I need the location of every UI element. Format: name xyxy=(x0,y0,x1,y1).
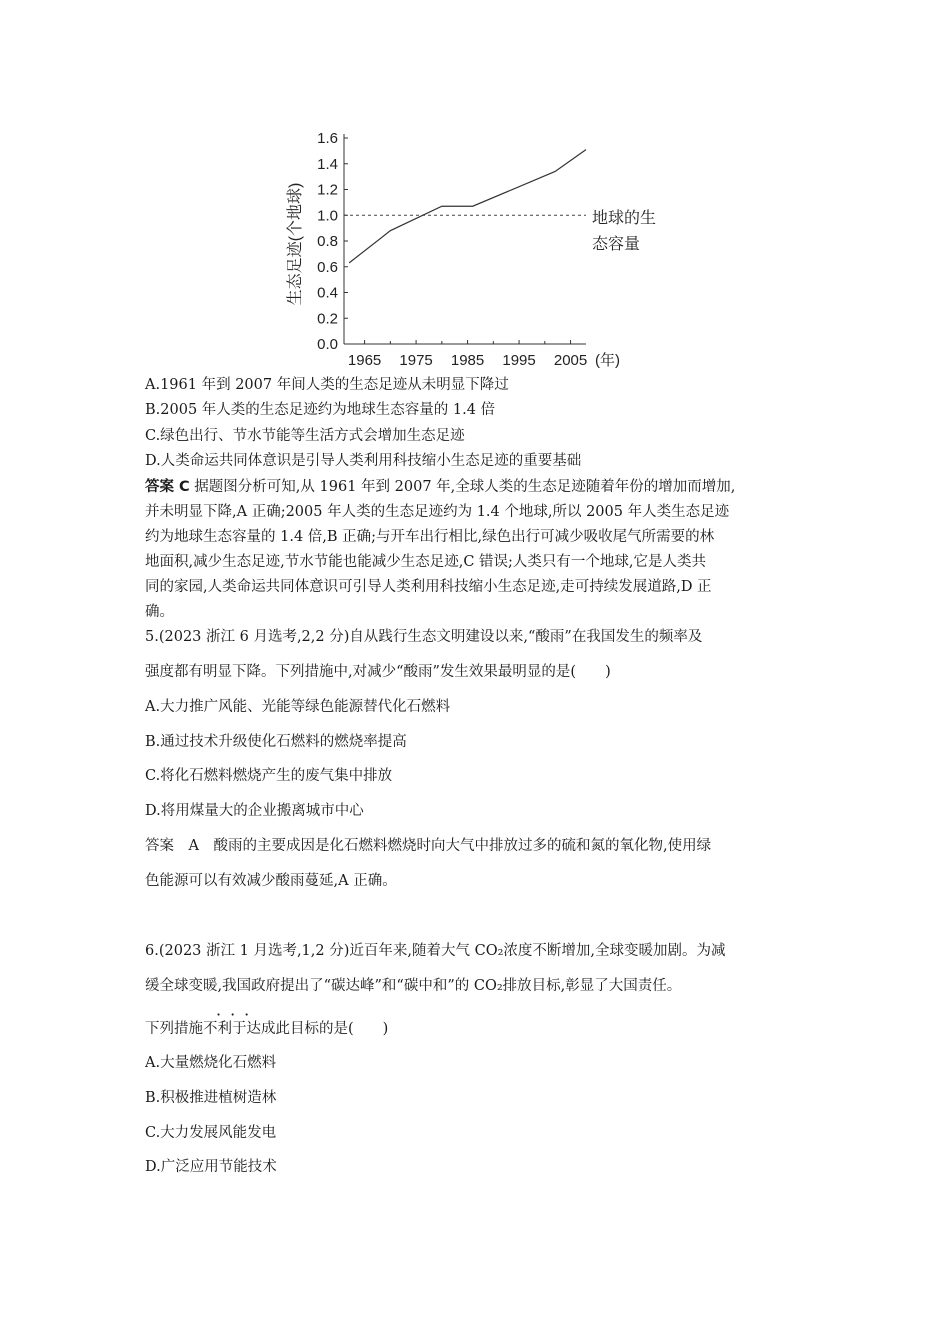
q5-option-c: C.将化石燃料燃烧产生的废气集中排放 xyxy=(145,768,393,784)
q4-option-d: D.人类命运共同体意识是引导人类利用科技缩小生态足迹的重要基础 xyxy=(145,453,582,469)
y-tick-label: 1.2 xyxy=(317,181,338,199)
reference-label-line2: 态容量 xyxy=(592,236,641,253)
q5-answer-line2: 色能源可以有效减少酸雨蔓延,A 正确。 xyxy=(145,873,397,889)
q5-answer-line1: 答案 A 酸雨的主要成因是化石燃料燃烧时向大气中排放过多的硫和氮的氧化物,使用绿 xyxy=(145,838,712,854)
q6-option-d: D.广泛应用节能技术 xyxy=(145,1159,277,1175)
x-tick-label: 1985 xyxy=(450,352,485,369)
q6-emphasis-dots: ··· xyxy=(216,1005,259,1024)
q6-option-c: C.大力发展风能发电 xyxy=(145,1125,277,1141)
q5-stem-line1: 5.(2023 浙江 6 月选考,2,2 分)自从践行生态文明建设以来,“酸雨”在我国发生的频率及 xyxy=(145,629,703,645)
q5-option-b: B.通过技术升级使化石燃料的燃烧率提高 xyxy=(145,734,407,750)
q5-option-a: A.大力推广风能、光能等绿色能源替代化石燃料 xyxy=(145,699,451,715)
y-tick-label: 1.0 xyxy=(317,207,338,225)
q4-option-a: A.1961 年到 2007 年间人类的生态足迹从未明显下降过 xyxy=(145,377,509,393)
x-tick-label: 1965 xyxy=(347,352,382,369)
x-tick-label: 2005 xyxy=(553,352,588,369)
q5-stem-line2: 强度都有明显下降。下列措施中,对减少“酸雨”发生效果最明显的是( ) xyxy=(145,664,611,680)
x-tick-label: 1995 xyxy=(502,352,536,369)
x-tick-label: 1975 xyxy=(399,352,433,369)
q6-stem-line1: 6.(2023 浙江 1 月选考,1,2 分)近百年来,随着大气 CO₂浓度不断增加,全球变暖加剧。为减 xyxy=(145,943,726,959)
y-tick-label: 0.0 xyxy=(317,336,338,353)
x-tick-labels xyxy=(348,352,587,369)
q6-stem-line2: 缓全球变暖,我国政府提出了“碳达峰”和“碳中和”的 CO₂排放目标,彰显了大国责任。 xyxy=(145,978,682,994)
y-tick-label: 1.6 xyxy=(317,130,338,147)
q6-option-b: B.积极推进植树造林 xyxy=(145,1090,277,1106)
q4-answer-line6: 确。 xyxy=(145,604,174,620)
footprint-series-line xyxy=(349,150,586,263)
q4-answer-text1: 据题图分析可知,从 1961 年到 2007 年,全球人类的生态足迹随着年份的增加而增加, xyxy=(189,479,736,495)
q4-answer-line2: 并未明显下降,A 正确;2005 年人类的生态足迹约为 1.4 个地球,所以 2005 年人类生态足迹 xyxy=(145,504,730,520)
q4-answer-line5: 同的家园,人类命运共同体意识可引导人类利用科技缩小生态足迹,走可持续发展道路,D 正 xyxy=(145,579,712,595)
q4-answer-line3: 约为地球生态容量的 1.4 倍,B 正确;与开车出行相比,绿色出行可减少吸收尾气所需要的林 xyxy=(145,529,715,545)
y-tick-label: 0.6 xyxy=(317,258,338,276)
q5-option-d: D.将用煤量大的企业搬离城市中心 xyxy=(145,803,364,819)
ecological-footprint-chart xyxy=(270,110,690,375)
q4-answer-label: 答案 C xyxy=(145,479,190,495)
x-axis-unit: (年) xyxy=(595,352,620,369)
q4-answer-line4: 地面积,减少生态足迹,节水节能也能减少生态足迹,C 错误;人类只有一个地球,它是人类共 xyxy=(145,554,707,570)
y-tick-label: 0.8 xyxy=(317,233,338,250)
y-tick-label: 1.4 xyxy=(317,155,338,173)
q4-option-c: C.绿色出行、节水节能等生活方式会增加生态足迹 xyxy=(145,428,465,444)
q4-option-b: B.2005 年人类的生态足迹约为地球生态容量的 1.4 倍 xyxy=(145,402,496,418)
reference-label-line1: 地球的生 xyxy=(592,210,657,227)
q4-answer-line1 xyxy=(145,475,735,499)
q6-stem-line3: 下列措施不利于达成此目标的是( ) xyxy=(145,1021,389,1037)
y-tick-labels xyxy=(317,130,338,353)
y-axis-label: 生态足迹(个地球) xyxy=(287,182,304,306)
q6-option-a: A.大量燃烧化石燃料 xyxy=(145,1055,277,1071)
y-tick-label: 0.2 xyxy=(317,310,338,328)
y-tick-label: 0.4 xyxy=(317,284,338,302)
